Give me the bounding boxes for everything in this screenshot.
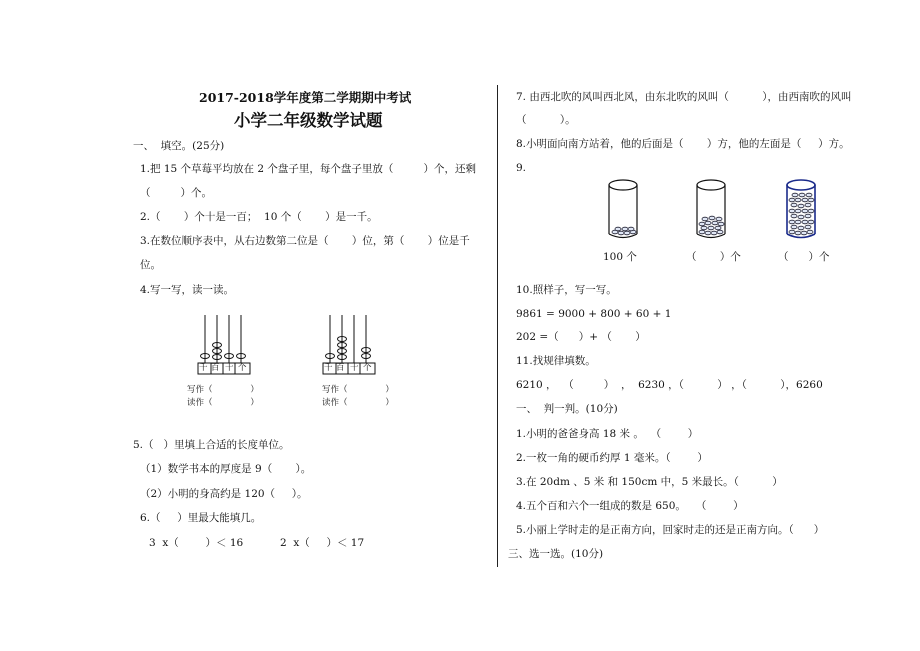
column-divider [497, 85, 498, 567]
question-7-line2: （ ）。 [516, 114, 576, 126]
exam-title: 2017-2018学年度第二学期期中考试 [199, 90, 412, 105]
question-4: 4.写一写，读一读。 [140, 284, 235, 296]
judge-4: 4.五个百和六个一组成的数是 650。 （ ） [516, 500, 744, 512]
jar-3-label: （ ）个 [778, 251, 830, 263]
judge-1: 1.小明的爸爸身高 18 米 。 （ ） [516, 428, 699, 440]
jar-1-label: 100 个 [603, 251, 637, 263]
question-10: 10.照样子，写一写。 [516, 284, 617, 296]
jar-2-label: （ ）个 [686, 251, 741, 263]
abacus-1-label-hundreds: 百 [211, 363, 220, 373]
jar-3 [784, 177, 818, 242]
question-8: 8.小明面向南方站着，他的后面是（ ）方，他的左面是（ ）方。 [516, 138, 850, 150]
abacus-2-write-blank: 写作（ ） [322, 385, 394, 395]
abacus-2-label-thousands: 千 [324, 363, 333, 373]
question-6-b: 2 x（ ）＜ 17 [280, 537, 365, 549]
abacus-2-label-tens: 十 [350, 363, 359, 373]
question-3-line2: 位。 [140, 259, 161, 271]
abacus-1-label-ones: 个 [238, 363, 247, 373]
jar-1 [606, 177, 640, 242]
judge-3: 3.在 20dm 、5 米 和 150cm 中，5 米最长。（ ） [516, 476, 783, 488]
abacus-2-read-blank: 读作（ ） [322, 398, 394, 408]
question-9: 9. [516, 162, 527, 174]
question-5-2: （2）小明的身高约是 120（ ）。 [140, 488, 308, 500]
question-7-line1: 7. 由西北吹的风叫西北风，由东北吹的风叫（ ），由西南吹的风叫 [516, 91, 852, 103]
question-5: 5.（ ）里填上合适的长度单位。 [133, 439, 290, 451]
abacus-1-label-tens: 十 [225, 363, 234, 373]
question-2: 2.（ ）个十是一百； 10 个（ ）是一千。 [140, 211, 378, 223]
section-fill-in: 一、 填空。(25分) [133, 140, 225, 152]
question-11-sequence: 6210 ， （ ） ， 6230 ，（ ） ，（ ），6260 [516, 379, 823, 391]
question-5-1: （1）数学书本的厚度是 9（ ）。 [140, 463, 312, 475]
question-6: 6.（ ）里最大能填几。 [140, 512, 262, 524]
jar-2 [694, 177, 728, 242]
question-1-line2: （ ）个。 [140, 187, 213, 199]
abacus-1-label-thousands: 千 [199, 363, 208, 373]
section-true-false: 一、 判一判。(10分) [516, 403, 618, 415]
question-10-task: 202 =（ ）+ （ ） [516, 331, 646, 343]
question-3-line1: 3.在数位顺序表中，从右边数第二位是（ ）位，第（ ）位是千 [140, 235, 470, 247]
abacus-1-read-blank: 读作（ ） [187, 398, 259, 408]
question-10-example: 9861 = 9000 + 800 + 60 + 1 [516, 308, 672, 320]
judge-5: 5.小丽上学时走的是正南方向，回家时走的还是正南方向。（ ） [516, 524, 825, 536]
exam-subtitle: 小学二年级数学试题 [234, 111, 383, 130]
judge-2: 2.一枚一角的硬币约厚 1 毫米。（ ） [516, 452, 708, 464]
abacus-2-label-ones: 个 [363, 363, 372, 373]
abacus-2-label-hundreds: 百 [336, 363, 345, 373]
question-11: 11.找规律填数。 [516, 355, 596, 367]
abacus-1-write-blank: 写作（ ） [187, 385, 259, 395]
question-6-a: 3 x（ ）＜ 16 [149, 537, 244, 549]
question-1-line1: 1.把 15 个草莓平均放在 2 个盘子里，每个盘子里放（ ）个，还剩 [140, 163, 476, 175]
section-choose: 三、选一选。(10分) [508, 548, 604, 560]
